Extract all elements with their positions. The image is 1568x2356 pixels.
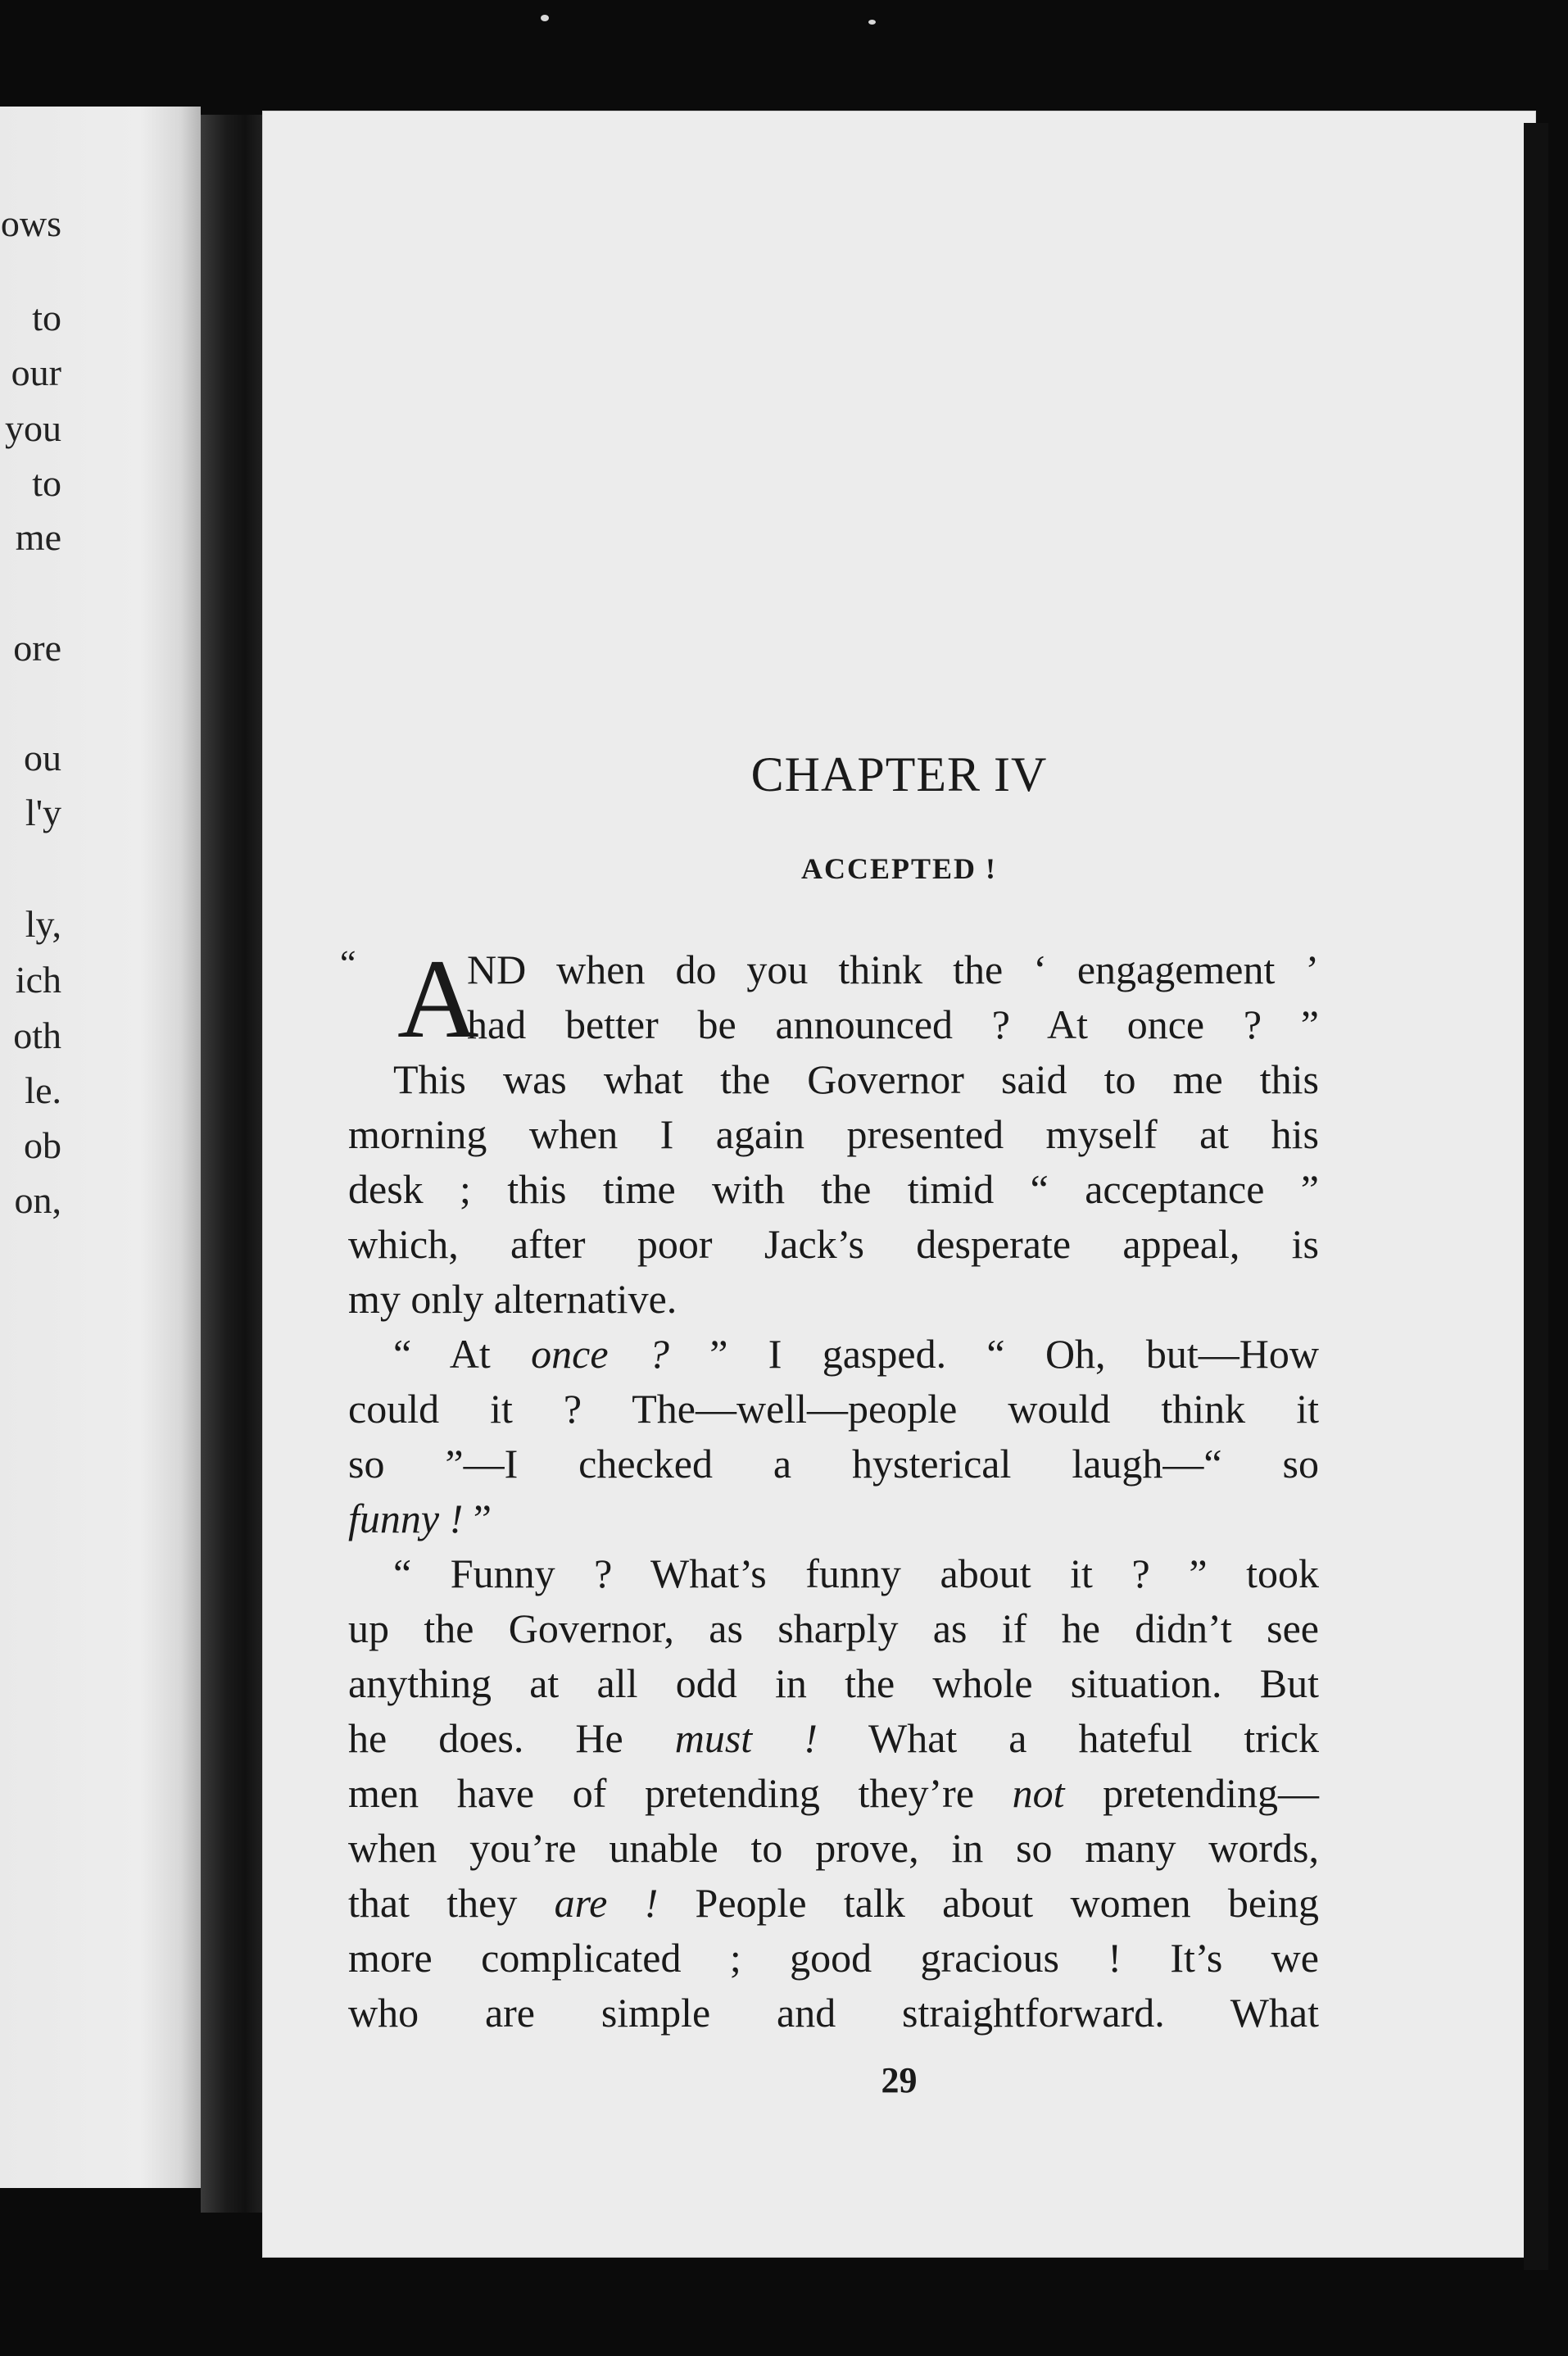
right-page xyxy=(262,111,1536,2258)
left-page-fragment: ich xyxy=(15,959,61,1001)
left-page-fragment: l'y xyxy=(25,792,61,833)
left-page-fragment: on, xyxy=(14,1179,61,1221)
left-page-fragment: you xyxy=(5,407,61,449)
text-line: anything at all odd in the whole situation. But xyxy=(348,1660,1319,1706)
text-line: my only alternative. xyxy=(348,1276,678,1322)
text-line xyxy=(348,1766,1319,1821)
text-line: desk ; this time with the timid “ acceptance ” xyxy=(348,1166,1319,1212)
scan-speck xyxy=(868,20,876,25)
text-line-content: ND when do you think the ‘ engagement ’ xyxy=(467,946,1319,992)
text-span: People talk about women being xyxy=(658,1880,1319,1926)
italic-span: not xyxy=(1012,1770,1065,1816)
text-line: more complicated ; good gracious ! It’s we xyxy=(348,1935,1319,1981)
body-text xyxy=(340,936,1319,2041)
text-line: so ”—I checked a hysterical laugh—“ so xyxy=(348,1441,1319,1487)
opening-quote: “ xyxy=(340,943,356,983)
text-span: that they xyxy=(348,1880,555,1926)
left-page xyxy=(0,107,201,2188)
text-span: he does. He xyxy=(348,1715,675,1761)
left-page-fragment: to xyxy=(32,297,61,338)
left-page-fragment: oth xyxy=(13,1015,61,1056)
italic-span: are ! xyxy=(554,1880,659,1926)
text-span: ” xyxy=(463,1496,492,1541)
italic-span: funny ! xyxy=(348,1496,464,1541)
text-line: “ Funny ? What’s funny about it ? ” took xyxy=(393,1550,1319,1596)
text-span: pretending— xyxy=(1064,1770,1319,1816)
chapter-subtitle: ACCEPTED ! xyxy=(800,852,997,885)
text-span: What a hateful trick xyxy=(817,1715,1319,1761)
scan-speck xyxy=(541,15,549,21)
text-line xyxy=(348,1327,1319,1382)
text-span: men have of pretending they’re xyxy=(348,1770,1013,1816)
text-line: morning when I again presented myself at his xyxy=(348,1111,1319,1157)
left-page-fragment: ob xyxy=(24,1124,61,1166)
drop-cap: A xyxy=(397,936,479,1061)
text-line: had better be announced ? At once ? ” xyxy=(467,1001,1319,1047)
text-line xyxy=(348,1491,1319,1546)
left-page-fragment: ly, xyxy=(25,903,61,945)
text-span: ” I gasped. “ Oh, but—How xyxy=(668,1331,1319,1377)
text-line: could it ? The—well—people would think it xyxy=(348,1386,1319,1432)
text-line xyxy=(348,1711,1319,1766)
text-line: when you’re unable to prove, in so many words, xyxy=(348,1825,1319,1871)
left-page-fragment: le. xyxy=(25,1069,61,1111)
italic-span: must ! xyxy=(674,1715,818,1761)
left-page-fragment: to xyxy=(32,462,61,504)
text-line: This was what the Governor said to me this xyxy=(393,1056,1319,1102)
left-page-fragment: me xyxy=(15,516,61,558)
left-page-fragment: ows xyxy=(0,202,61,244)
text-line: who are simple and straightforward. What xyxy=(348,1990,1319,2036)
left-page-fragment: ore xyxy=(13,627,61,669)
italic-span: once ? xyxy=(531,1331,669,1377)
text-line: which, after poor Jack’s desperate appeal, is xyxy=(348,1221,1319,1267)
page-edge-shadow xyxy=(1524,123,1548,2270)
chapter-title: CHAPTER IV xyxy=(750,747,1048,801)
left-page-fragment: ou xyxy=(24,737,61,779)
text-line xyxy=(348,1876,1319,1931)
page-number: 29 xyxy=(881,2060,918,2100)
text-line: up the Governor, as sharply as if he didn’t see xyxy=(348,1605,1319,1651)
text-span: “ At xyxy=(393,1331,532,1377)
left-page-fragment: our xyxy=(11,352,61,393)
